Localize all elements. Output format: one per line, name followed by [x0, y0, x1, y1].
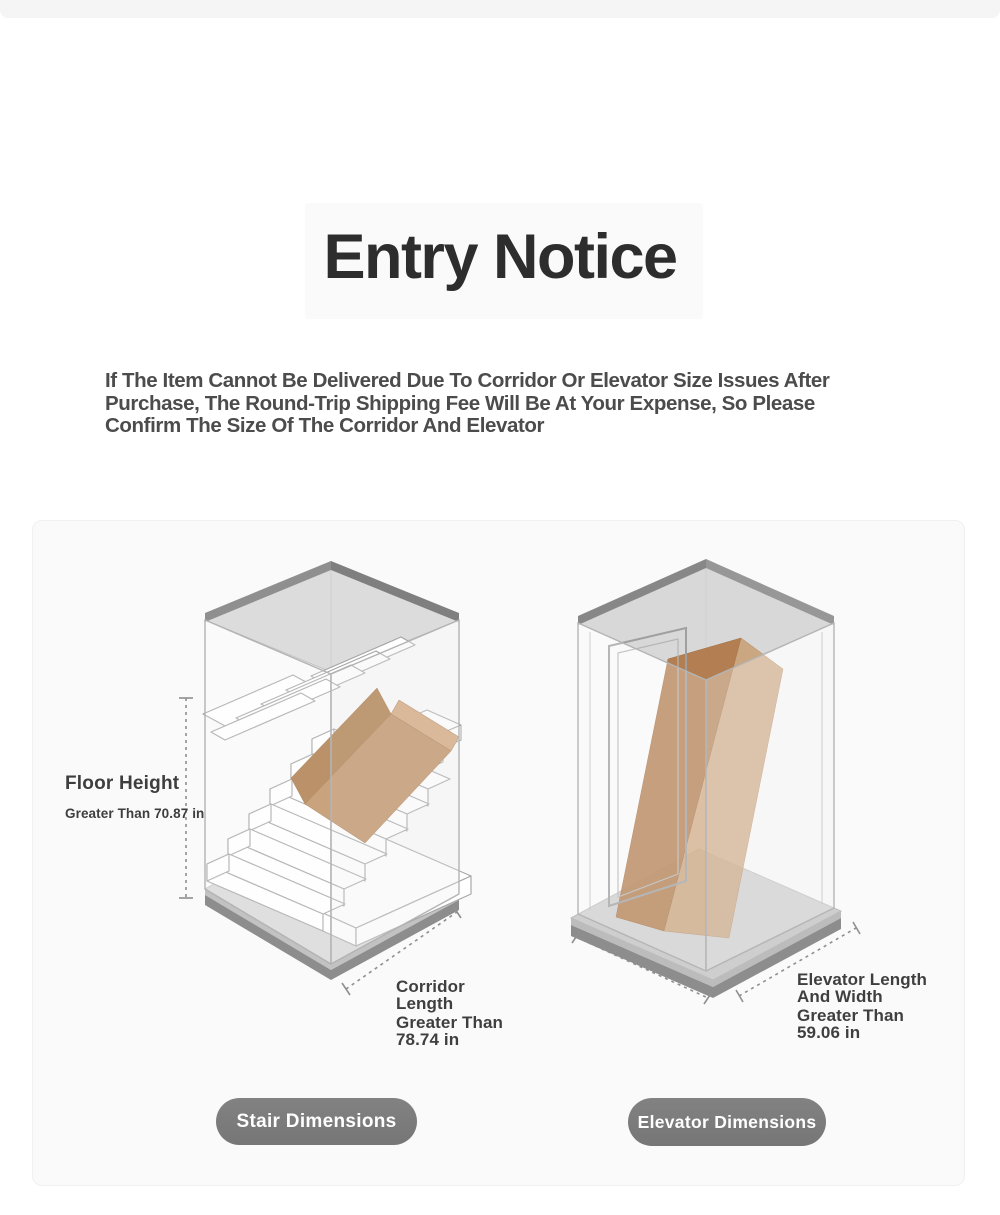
- corridor-label-line2: Length: [396, 993, 454, 1013]
- top-strip: [0, 0, 1000, 18]
- corridor-label-line1: Corridor: [396, 977, 465, 996]
- illustration-card: [32, 520, 965, 1186]
- notice-line-1: If The Item Cannot Be Delivered Due To Corridor Or Elevator Size Issues After: [105, 369, 830, 392]
- corridor-value-line2: 78.74 in: [396, 1029, 460, 1049]
- notice-line-2: Purchase, The Round-Trip Shipping Fee Will Be At Your Expense, So Please: [105, 391, 815, 415]
- floor-height-title: Floor Height: [65, 773, 180, 794]
- elevator-dimensions-button[interactable]: Elevator Dimensions: [628, 1098, 826, 1146]
- stair-dimensions-button[interactable]: Stair Dimensions: [216, 1098, 417, 1145]
- notice-text: [105, 370, 925, 438]
- notice-line-3: Confirm The Size Of The Corridor And Elevator: [105, 414, 545, 437]
- elevator-label-line1: Elevator Length: [797, 970, 927, 989]
- page-title: Entry Notice: [323, 222, 677, 292]
- elevator-value-line1: Greater Than: [797, 1006, 905, 1025]
- elevator-label-line2: And Width: [797, 986, 883, 1006]
- elevator-illustration: [556, 546, 886, 1016]
- corridor-length-label-block: [396, 979, 503, 1048]
- floor-height-value: Greater Than 70.87 in: [65, 806, 205, 821]
- elevator-value-line2: 59.06 in: [797, 1022, 861, 1042]
- corridor-value-line1: Greater Than: [396, 1013, 504, 1032]
- floor-height-label-block: [65, 773, 204, 821]
- elevator-size-label-block: [797, 972, 927, 1041]
